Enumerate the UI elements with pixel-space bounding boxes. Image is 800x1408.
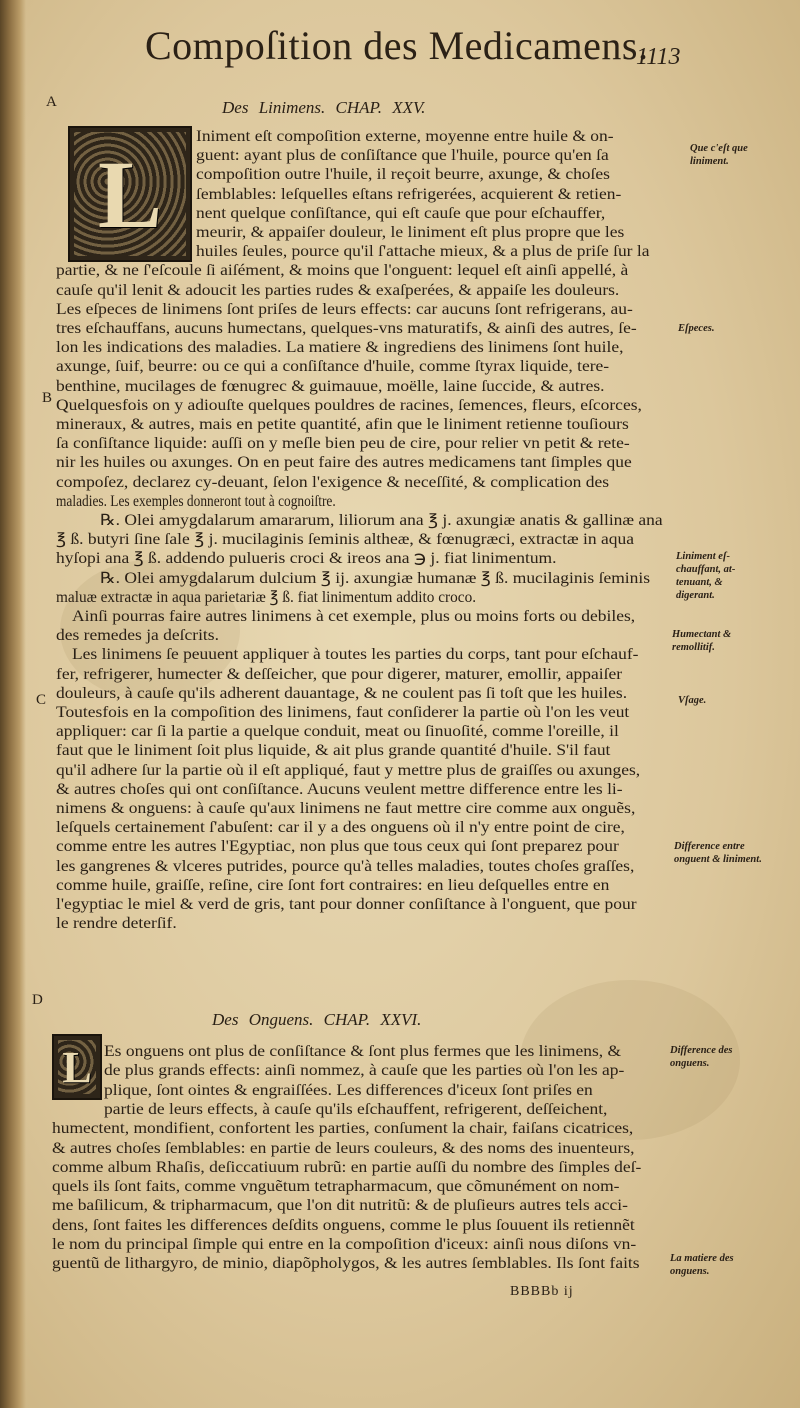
text-line: benthine, mucilages de fœnugrec & guimauue, moëlle, laine ſuccide, & autres. [56, 377, 605, 395]
margin-letter-a: A [46, 94, 57, 110]
side-note: La matiere des onguens. [670, 1253, 734, 1277]
text-line: comme album Rhaſis, deſiccatiuum rubrũ: en partie auſſi du nombre des ſimples deſ- [52, 1158, 642, 1176]
text-line: qu'il adhere ſur la partie où il eſt appliqué, faut y mettre plus de graiſſes ou axunges, [56, 761, 641, 779]
text-line: mineraux, & autres, mais en petite quantité, afin que le liniment retienne touſiours [56, 416, 629, 433]
text-line: leſquels certainement ſ'abuſent: car il y a des onguens où il n'y entre point de cire, [56, 819, 625, 837]
text-line: ſa conſiſtance liquide: auſſi on y meſle bien peu de cire, pour relier vn petit & rete- [56, 435, 630, 453]
text-line: les gangrenes & vlceres putrides, pource qu'à telles maladies, toutes choſes graſſes, [56, 857, 635, 875]
text-line: guentũ de lithargyro, de minio, diapõpholygos, & les autres ſemblables. Ils ſont faits [52, 1255, 640, 1273]
text-line: ℞. Olei amygdalarum amararum, liliorum ana ℥ j. axungiæ anatis & gallinæ ana [100, 512, 663, 529]
chapter-title: Des Linimens. CHAP. XXV. [222, 98, 426, 117]
text-line: Toutesfois en la compoſition des linimens, faut conſiderer la partie où l'on les veut [56, 704, 630, 721]
text-line: & autres choſes ſemblables: en partie de leurs couleurs, & des noms des inuenteurs, [52, 1139, 635, 1157]
text-line: ℞. Olei amygdalarum dulcium ℥ ij. axungiæ humanæ ℥ ß. mucilaginis ſeminis [100, 569, 651, 587]
text-line: me baſilicum, & tripharmacum, que l'on dit nutritũ: & de pluſieurs autres tels acci- [52, 1197, 628, 1215]
text-line: fer, refrigerer, humecter & deſſeicher, que pour digerer, maturer, emollir, appaiſer [56, 665, 623, 683]
text-line: nimens & onguens: à cauſe qu'aux linimens ne faut mettre cire comme aux onguẽs, [56, 800, 636, 817]
chapter-title: Des Onguens. CHAP. XXVI. [212, 1010, 422, 1029]
drop-cap [68, 126, 192, 262]
text-line: Es onguens ont plus de conſiſtance & ſont plus fermes que les linimens, & [104, 1043, 622, 1060]
side-note: Humectant & remollitif. [672, 629, 732, 653]
margin-letter-c: C [36, 692, 47, 708]
text-line: faut que le liniment ſoit plus liquide, & ait plus grande quantité d'huile. S'il faut [56, 742, 611, 760]
text-line: ℥ ß. butyri ſine ſale ℥ j. mucilaginis ſeminis altheæ, & fœnugræci, extractæ in aqua [56, 531, 634, 549]
text-line: Iniment eſt compoſition externe, moyenne entre huile & on- [196, 128, 614, 145]
text-line: Quelquesfois on y adiouſte quelques pouldres de racines, ſemences, fleurs, eſcorces, [56, 396, 642, 414]
margin-letter-d: D [32, 992, 43, 1008]
text-line: partie, & ne ſ'eſcoule ſi aiſément, & moins que l'onguent: lequel eſt ainſi appellé, à [56, 262, 629, 280]
text-line: compoſez, declarez cy-deuant, ſelon l'exigence & neceſſité, & complication des [56, 473, 610, 491]
side-note: Difference des onguens. [670, 1045, 733, 1069]
running-head: Compoſition des Medicamens. [145, 23, 649, 68]
text-line: dens, ſont faites les differences deſdits onguens, comme le plus ſouuent ils retiennẽt [52, 1216, 635, 1234]
text-line: de plus grands effects: ainſi nommez, à cauſe que les parties où l'on les ap- [104, 1062, 625, 1080]
text-line: compoſition outre l'huile, il reçoit beurre, axunge, & choſes [196, 166, 610, 184]
text-line: Les linimens ſe peuuent appliquer à toutes les parties du corps, tant pour eſchauf- [72, 646, 639, 664]
text-line: nent quelque conſiſtance, qui eſt cauſe que pour eſchauffer, [196, 204, 606, 222]
text-line: meurir, & appaiſer douleur, le liniment eſt plus propre que les [196, 224, 625, 241]
text-line: ſemblables: leſquelles eſtans refrigerées, acquierent & retien- [196, 185, 622, 203]
side-note: Liniment eſ-chauffant, at-tenuant, & digerant. [676, 551, 736, 601]
text-line: humectent, mondifient, confortent les parties, conſument la chair, faiſans cicatrices, [52, 1120, 634, 1138]
text-line: maluæ extractæ in aqua parietariæ ℥ ß. fiat linimentum addito croco. [56, 588, 477, 606]
margin-letter-b: B [42, 390, 53, 406]
drop-cap-letter: L [97, 140, 163, 248]
side-note: Difference entre onguent & liniment. [674, 841, 762, 865]
text-line: plique, ſont ointes & engraiſſées. Les differences d'iceux ſont priſes en [104, 1081, 593, 1099]
binding-gutter [0, 0, 26, 1408]
text-line: huiles ſeules, pource qu'il ſ'attache mieux, & a plus de priſe ſur la [196, 243, 650, 261]
text-line: douleurs, à cauſe qu'ils adherent dauantage, & ne coulent pas ſi toſt que les huiles. [56, 684, 628, 702]
drop-cap [52, 1034, 102, 1100]
text-line: des remedes ja deſcrits. [56, 627, 219, 645]
side-note: Vſage. [678, 695, 707, 706]
text-line: axunge, ſuif, beurre: ou ce qui a conſiſtance d'huile, comme ſtyrax liquide, tere- [56, 358, 610, 376]
text-line: comme entre les autres l'Egyptiac, non plus que tous ceux qui ſont preparez pour [56, 838, 619, 856]
text-line: quels ils ſont faits, comme vnguẽtum tetrapharmacum, que cõmunément on nom- [52, 1178, 620, 1196]
side-note: Que c'eſt que liniment. [690, 143, 748, 167]
text-line: & autres choſes qui ont conſiſtance. Aucuns veulent mettre difference entre les li- [56, 780, 623, 798]
text-line: l'egyptiac le miel & verd de gris, tant pour donner conſiſtance à l'onguent, que pour [56, 896, 637, 913]
text-line: Les eſpeces de linimens ſont priſes de leurs effects: car aucuns ſont refrigerans, au- [56, 300, 633, 318]
text-line: cauſe qu'il lenit & adoucit les parties rudes & exaſperées, & appaiſe les douleurs. [56, 281, 620, 299]
text-line: nir les huiles ou axunges. On en peut faire des autres medicamens tant ſimples que [56, 454, 632, 472]
text-line: appliquer: car ſi la partie a quelque conduit, meat ou ſinuoſité, comme l'oreille, il [56, 723, 619, 741]
text-line: hyſopi ana ℥ ß. addendo pulueris croci & ireos ana ℈ j. fiat linimentum. [56, 550, 557, 568]
signature-mark: BBBBb ij [510, 1284, 574, 1299]
text-line: partie de leurs effects, à cauſe qu'ils eſchauffent, refrigerent, deſſeichent, [104, 1100, 608, 1118]
text-line: le rendre deterſif. [56, 915, 177, 933]
page-number: 1113 [636, 44, 681, 70]
drop-cap-letter: L [62, 1042, 92, 1092]
text-line: tres eſchauffans, aucuns humectans, quelques-vns maturatifs, & ainſi des autres, ſe- [56, 320, 637, 337]
text-line: guent: ayant plus de conſiſtance que l'huile, pource qu'en ſa [196, 147, 609, 165]
text-line: maladies. Les exemples donneront tout à cognoiſtre. [56, 492, 336, 510]
side-note: Eſpeces. [678, 323, 715, 334]
text-line: le nom du principal ſimple qui entre en la compoſition d'iceux: ainſi nous diſons vn- [52, 1236, 637, 1253]
text-line: comme huile, graiſſe, reſine, cire ſont fort contraires: en lieu deſquelles entre en [56, 876, 610, 894]
text-line: lon les indications des maladies. La matiere & ingrediens des linimens ſont huile, [56, 339, 624, 357]
text-line: Ainſi pourras faire autres linimens à cet exemple, plus ou moins forts ou debiles, [72, 608, 636, 625]
